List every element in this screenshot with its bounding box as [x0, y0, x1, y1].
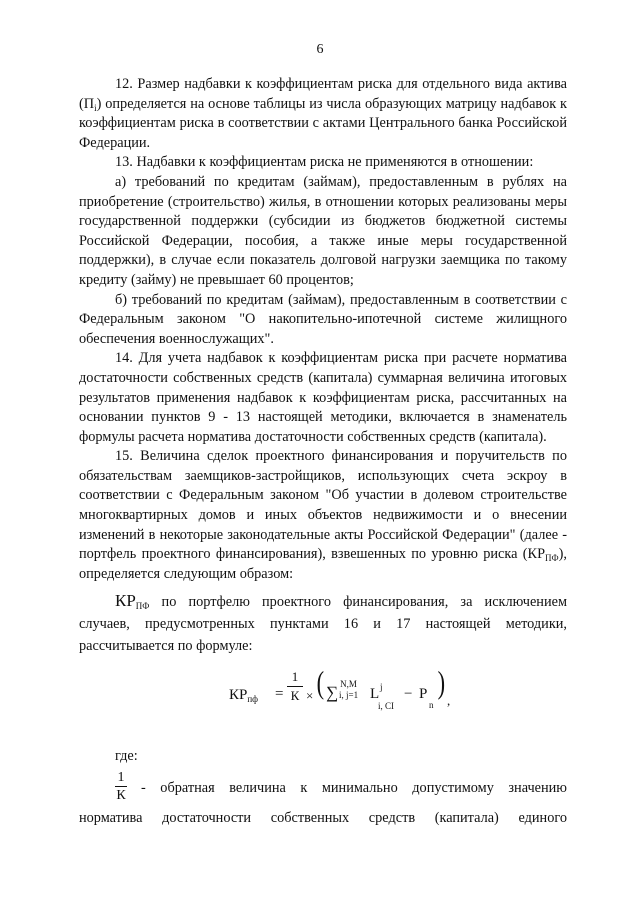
paragraph-15-kp-subscript: ПФ	[545, 553, 559, 564]
formula-sum-lower: i, j=1	[339, 690, 359, 701]
formula-lhs-symbol: КР	[229, 687, 248, 704]
formula-sum-upper: N,M	[340, 679, 357, 690]
formula-times: ×	[306, 688, 314, 704]
formula-L-superscript: j	[380, 682, 383, 693]
formula-sum-limits	[339, 679, 358, 701]
inverse-definition	[79, 769, 567, 809]
paragraph-12	[79, 75, 567, 153]
where-label: где:	[115, 748, 138, 765]
inverse-text: - обратная величина к минимально допустимому значению	[141, 780, 567, 797]
formula-P-subscript: n	[429, 700, 434, 711]
formula-minus: −	[404, 686, 413, 703]
last-line: норматива достаточности собственных средств (капитала) единого	[79, 810, 567, 827]
formula-fraction-numerator: 1	[291, 669, 299, 685]
paragraph-13: 13. Надбавки к коэффициентам риска не применяются в отношении:	[115, 154, 534, 171]
document-body	[79, 75, 567, 829]
paragraph-12-text: 12. Размер надбавки к коэффициентам риска для отдельного вида актива (П	[79, 76, 567, 112]
formula-fraction-denominator: К	[290, 688, 300, 704]
inverse-fraction	[115, 769, 127, 805]
inverse-denominator: К	[116, 788, 126, 804]
paragraph-15-text: 15. Величина сделок проектного финансирования и поручительств по обязательствам заемщиков-застройщиков, использующих счета эскроу в соответствии с Федеральным законом "Об участии в долевом строительстве многоквартирных домов и иных объектов недвижимости и о внесении изменений в некоторые законодательные акты Российской Федерации" (далее - портфель проектного финансирования), взвешенных по уровню риска (	[79, 448, 567, 563]
formula-paren-left: (	[316, 664, 325, 701]
formula-L-subscript: i, CI	[378, 701, 395, 712]
paragraph-12-rest: ) определяется на основе таблицы из числа образующих матрицу надбавок к коэффициентам риска в соответствии с актами Центрального банка Российской Федерации.	[79, 95, 567, 151]
kp-line-text: по портфелю проектного финансирования, за исключением случаев, предусмотренных пунктами 16 и 17 настоящей методики, рассчитывается по формуле:	[79, 594, 567, 655]
formula-P: P	[419, 686, 428, 703]
paragraph-15-end: ), определяется следующим образом:	[79, 546, 567, 582]
kp-subscript: ПФ	[135, 601, 150, 612]
formula-paren-right: )	[437, 664, 446, 701]
formula-L: L	[370, 686, 380, 703]
formula-sigma: ∑	[326, 683, 339, 703]
formula-kp	[79, 664, 567, 729]
paragraph-15-kp: КР	[527, 546, 546, 563]
paragraph-13a: а) требований по кредитам (займам), предоставленным в рублях на приобретение (строительство) жилья, в отношении которых реализованы меры государственной поддержки (субсидии из бюджетов бюджетной системы Российской Федерации, пособия, а также иные меры государственной поддержки), в случае если показатель долговой нагрузки заемщика по такому кредиту (займу) не превышает 60 процентов;	[79, 173, 567, 288]
formula-lhs-subscript: пф	[247, 694, 259, 705]
inverse-numerator: 1	[117, 770, 125, 786]
formula-end: ,	[447, 693, 451, 709]
paragraph-kp	[79, 590, 567, 657]
paragraph-14: 14. Для учета надбавок к коэффициентам риска при расчете норматива достаточности собственных средств (капитала) суммарная величина итоговых результатов применения надбавок к коэффициентам риска, рассчитанных на основании пунктов 9 - 13 настоящей методики, включается в знаменатель формулы расчета норматива достаточности собственных средств (капитала).	[79, 350, 567, 445]
paragraph-15	[79, 447, 567, 584]
formula-lhs	[229, 686, 258, 706]
kp-symbol: КР	[115, 591, 136, 611]
paragraph-12-subscript: i	[94, 102, 97, 113]
formula-fraction	[287, 669, 303, 704]
page-number: 6	[316, 42, 324, 57]
formula-fraction-bar	[287, 686, 303, 687]
formula-equals: =	[275, 686, 284, 703]
paragraph-13b: б) требований по кредитам (займам), предоставленным в соответствии с Федеральным законом "О накопительно-ипотечной системе жилищного обеспечения военнослужащих".	[79, 291, 567, 347]
